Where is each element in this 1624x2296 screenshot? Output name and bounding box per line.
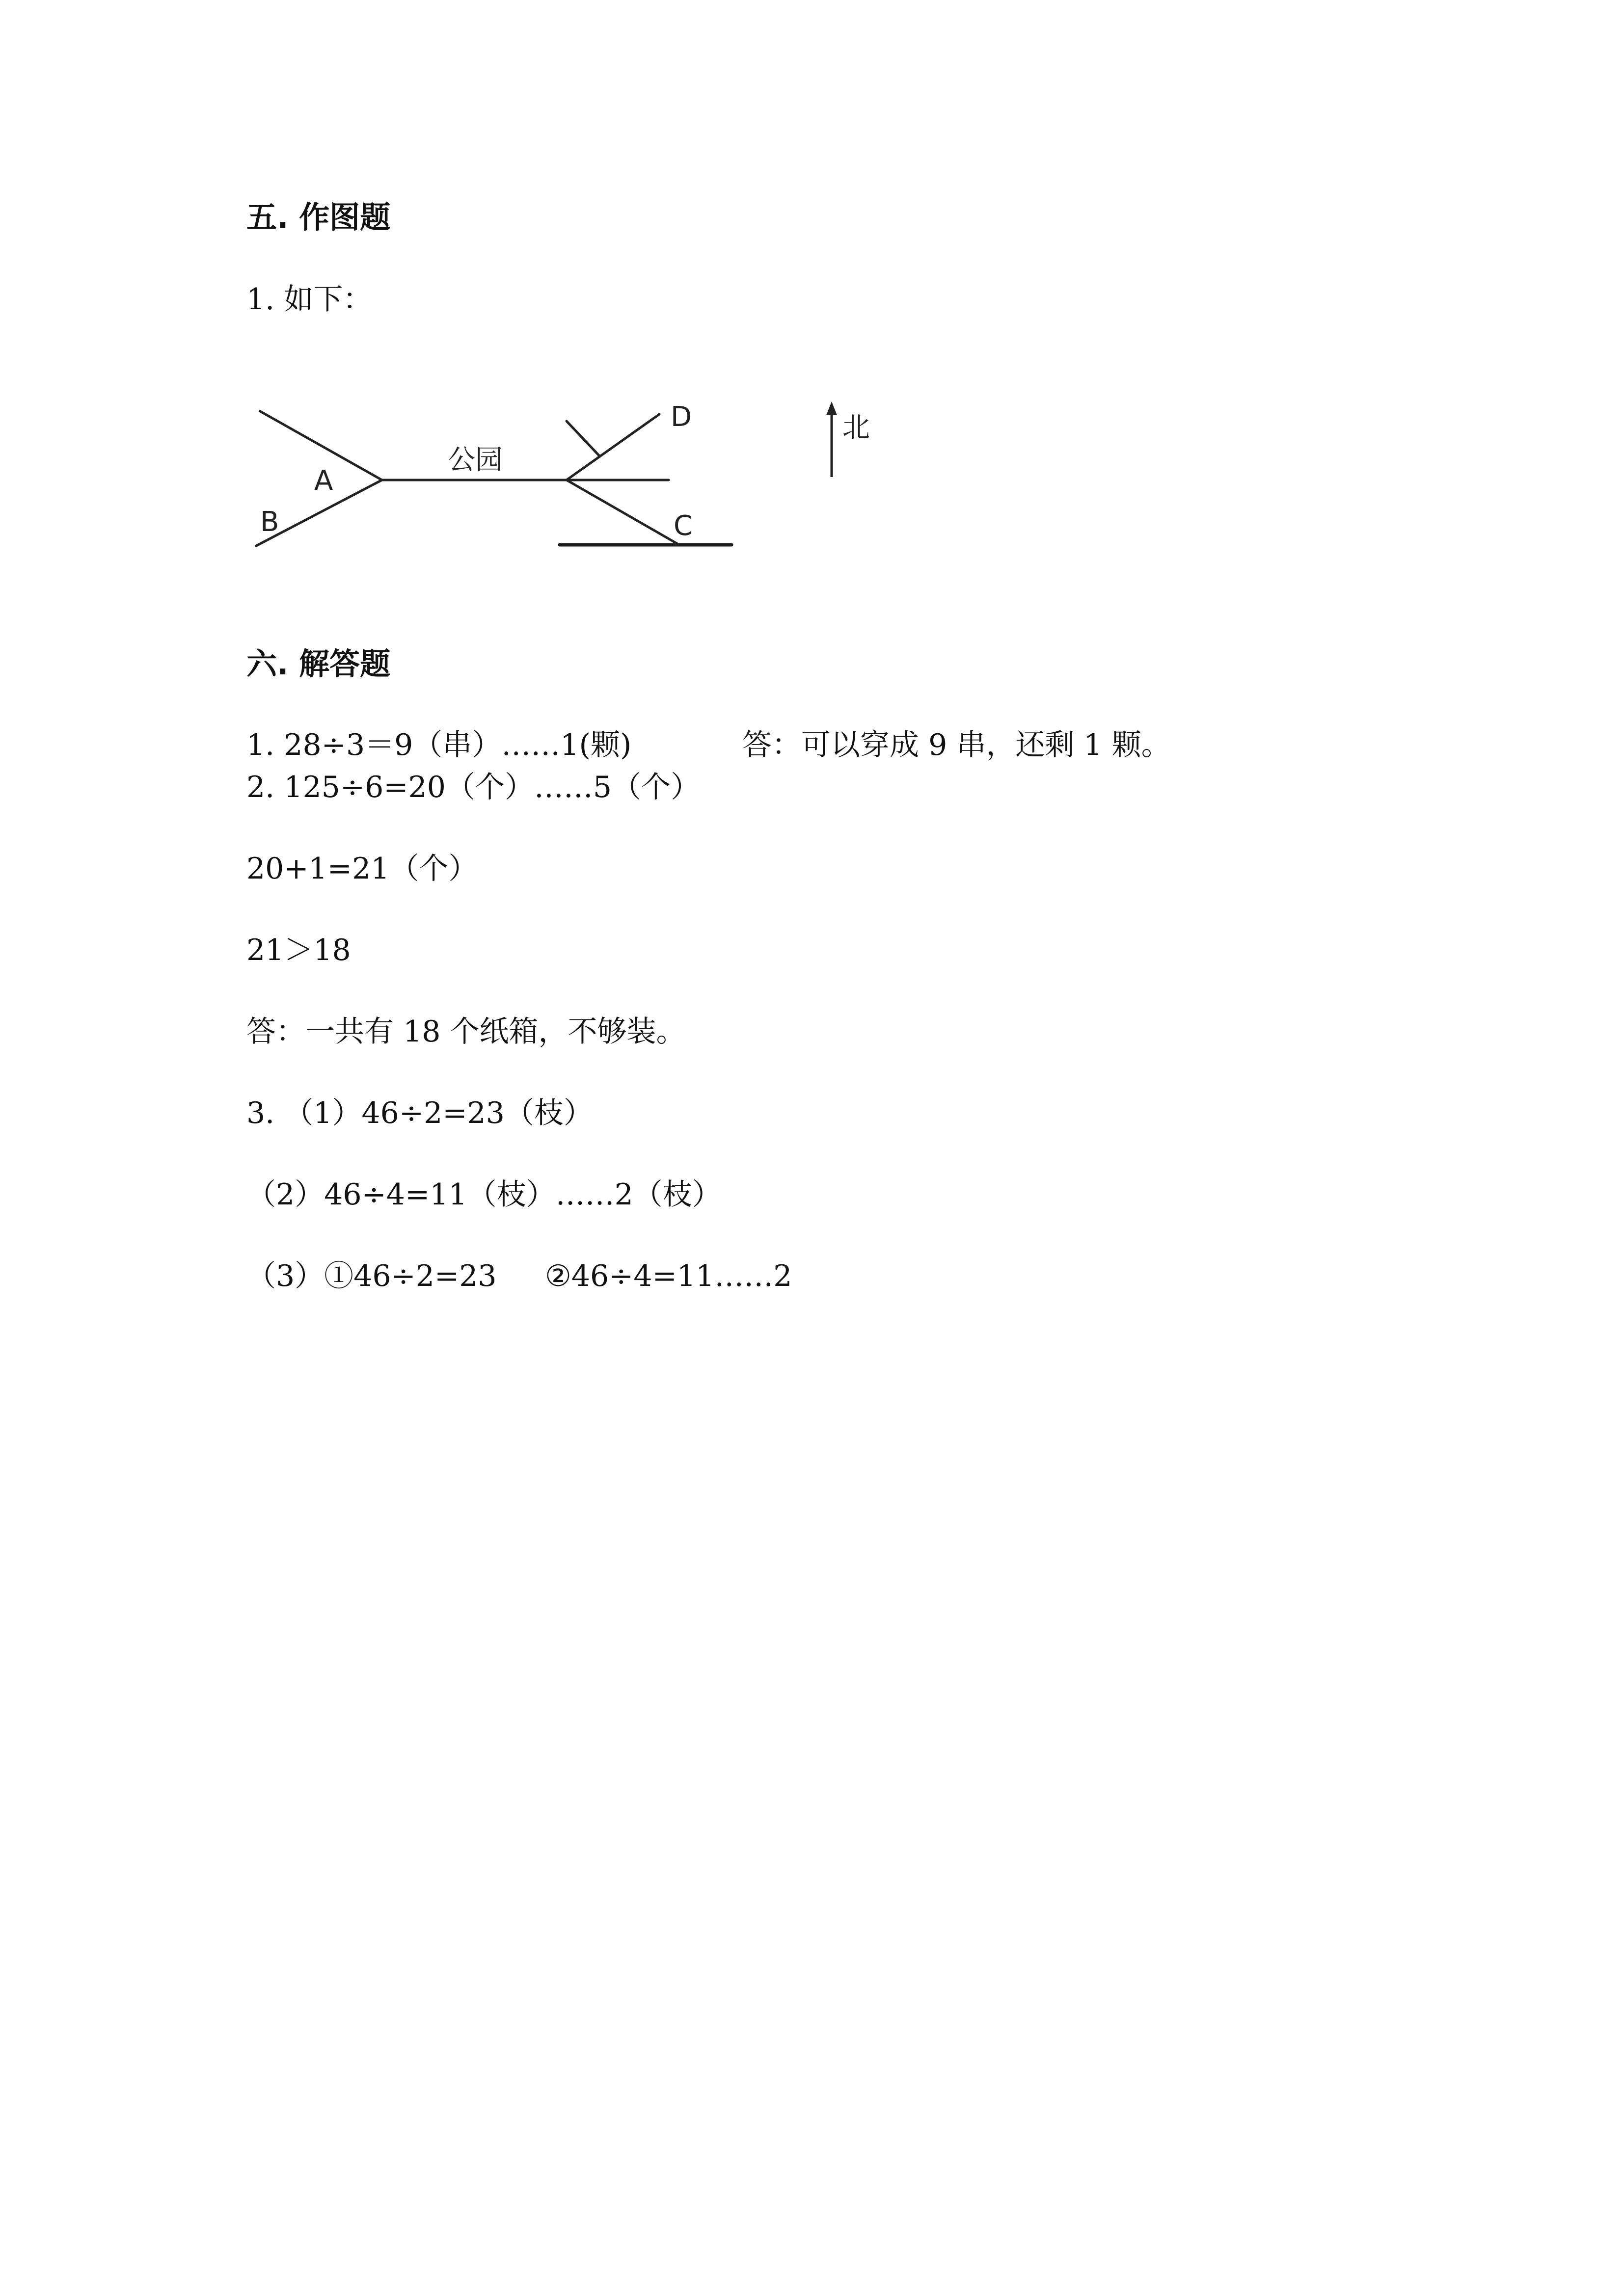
q3-part3b: ②46÷4=11……2 bbox=[545, 1259, 792, 1293]
q3-part3a: （3）①46÷2=23 bbox=[246, 1259, 497, 1293]
route-diagram bbox=[245, 388, 933, 564]
q2-line2: 20+1=21（个） bbox=[246, 852, 478, 886]
label-b: B bbox=[260, 506, 279, 538]
q2-answer: 答：一共有 18 个纸箱，不够装。 bbox=[246, 1015, 686, 1049]
north-arrow-icon bbox=[826, 401, 837, 477]
label-north: 北 bbox=[842, 412, 870, 444]
q3-part1: 3. （1）46÷2=23（枝） bbox=[246, 1096, 593, 1130]
road-to-c bbox=[567, 480, 677, 544]
road-branch-d bbox=[567, 421, 600, 456]
q3-part2: （2）46÷4=11（枝）……2（枝） bbox=[246, 1177, 722, 1212]
section5-title: 五. 作图题 bbox=[246, 199, 391, 235]
q1-answer: 答：可以穿成 9 串，还剩 1 颗。 bbox=[742, 728, 1171, 762]
label-park: 公园 bbox=[448, 444, 503, 476]
section6-title: 六. 解答题 bbox=[246, 646, 391, 682]
label-a: A bbox=[314, 465, 333, 497]
section5-q1: 1. 如下： bbox=[246, 282, 373, 317]
label-c: C bbox=[674, 510, 693, 542]
road-to-d bbox=[567, 414, 659, 480]
q2-line1: 2. 125÷6=20（个）……5（个） bbox=[246, 770, 701, 804]
label-d: D bbox=[671, 401, 692, 433]
q2-line3: 21＞18 bbox=[246, 933, 351, 967]
q1-work: 1. 28÷3＝9（串）……1(颗) bbox=[246, 728, 632, 762]
